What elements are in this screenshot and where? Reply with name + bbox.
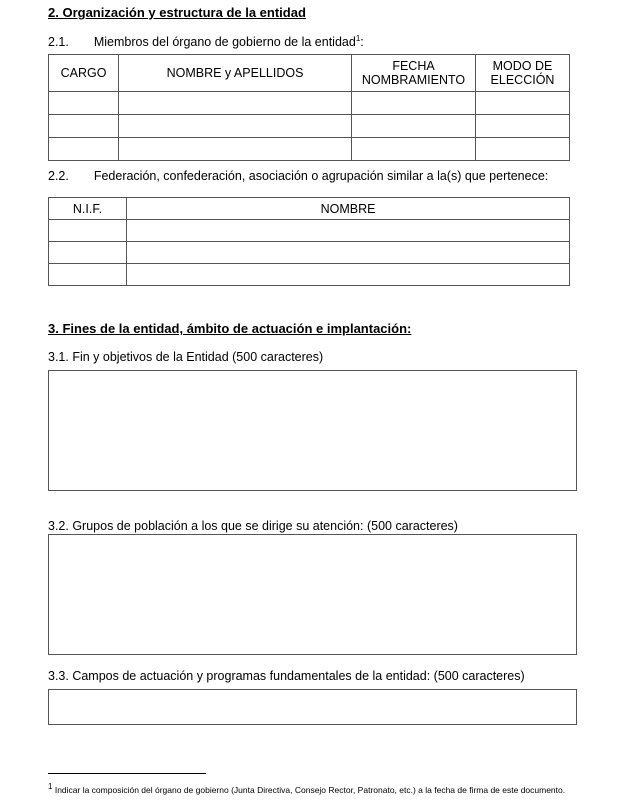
table-cell[interactable] — [119, 92, 352, 115]
table-cell[interactable] — [49, 220, 127, 242]
subsection-2-1-number: 2.1. — [48, 35, 69, 50]
table-cell[interactable] — [352, 115, 476, 138]
table-header-row — [49, 198, 570, 220]
table-cell[interactable] — [119, 115, 352, 138]
column-header-fecha: FECHA NOMBRAMIENTO — [352, 55, 476, 92]
footnote-text: Indicar la composición del órgano de gobierno (Junta Directiva, Consejo Rector, Patronato, etc.) a la fecha de firma de este documento. — [54, 784, 566, 795]
subsection-2-2-text: Federación, confederación, asociación o agrupación similar a la(s) que pertenece: — [93, 169, 549, 183]
footnote-number: 1 — [48, 782, 53, 791]
programs-textarea[interactable] — [48, 689, 577, 725]
footnote-divider — [48, 773, 206, 774]
table-cell[interactable] — [49, 115, 119, 138]
table-cell[interactable] — [49, 138, 119, 161]
objectives-textarea[interactable] — [48, 370, 577, 491]
table-cell[interactable] — [127, 264, 570, 286]
subsection-3-3-label: 3.3. Campos de actuación y programas fundamentales de la entidad: (500 caracteres) — [48, 669, 525, 683]
table-cell[interactable] — [127, 242, 570, 264]
table-cell[interactable] — [352, 92, 476, 115]
footnote-reference: 1 — [355, 34, 361, 43]
table-cell[interactable] — [476, 138, 570, 161]
federation-table — [48, 197, 570, 286]
governing-body-table — [48, 54, 570, 161]
table-cell[interactable] — [49, 92, 119, 115]
table-row — [49, 242, 570, 264]
subsection-2-2-label — [48, 169, 548, 183]
table-cell[interactable] — [119, 138, 352, 161]
section-3-title: 3. Fines de la entidad, ámbito de actuación e implantación: — [48, 321, 412, 336]
subsection-3-2-label: 3.2. Grupos de población a los que se dirige su atención: (500 caracteres) — [48, 519, 458, 533]
subsection-2-1-label: 2.1. Miembros del órgano de gobierno de la entidad$^1$: — [48, 34, 364, 50]
table-row — [49, 264, 570, 286]
footnote — [48, 782, 565, 795]
subsection-2-2-number: 2.2. — [48, 169, 69, 183]
table-cell[interactable] — [476, 115, 570, 138]
population-groups-textarea[interactable] — [48, 534, 577, 655]
section-2-title: 2. Organización y estructura de la entidad — [48, 5, 306, 20]
column-header-cargo: CARGO — [49, 55, 119, 92]
table-cell[interactable] — [127, 220, 570, 242]
table-row — [49, 220, 570, 242]
table-cell[interactable] — [49, 264, 127, 286]
column-header-nif: N.I.F. — [49, 198, 127, 220]
subsection-2-1-text: Miembros del órgano de gobierno de la entidad — [93, 35, 356, 50]
column-header-nombre: NOMBRE y APELLIDOS — [119, 55, 352, 92]
table-cell[interactable] — [49, 242, 127, 264]
column-header-modo: MODO DE ELECCIÓN — [476, 55, 570, 92]
table-row — [49, 115, 570, 138]
table-cell[interactable] — [476, 92, 570, 115]
table-row — [49, 138, 570, 161]
table-header-row — [49, 55, 570, 92]
table-cell[interactable] — [352, 138, 476, 161]
table-row — [49, 92, 570, 115]
subsection-3-1-label: 3.1. Fin y objetivos de la Entidad (500 caracteres) — [48, 350, 324, 364]
column-header-nombre: NOMBRE — [127, 198, 570, 220]
